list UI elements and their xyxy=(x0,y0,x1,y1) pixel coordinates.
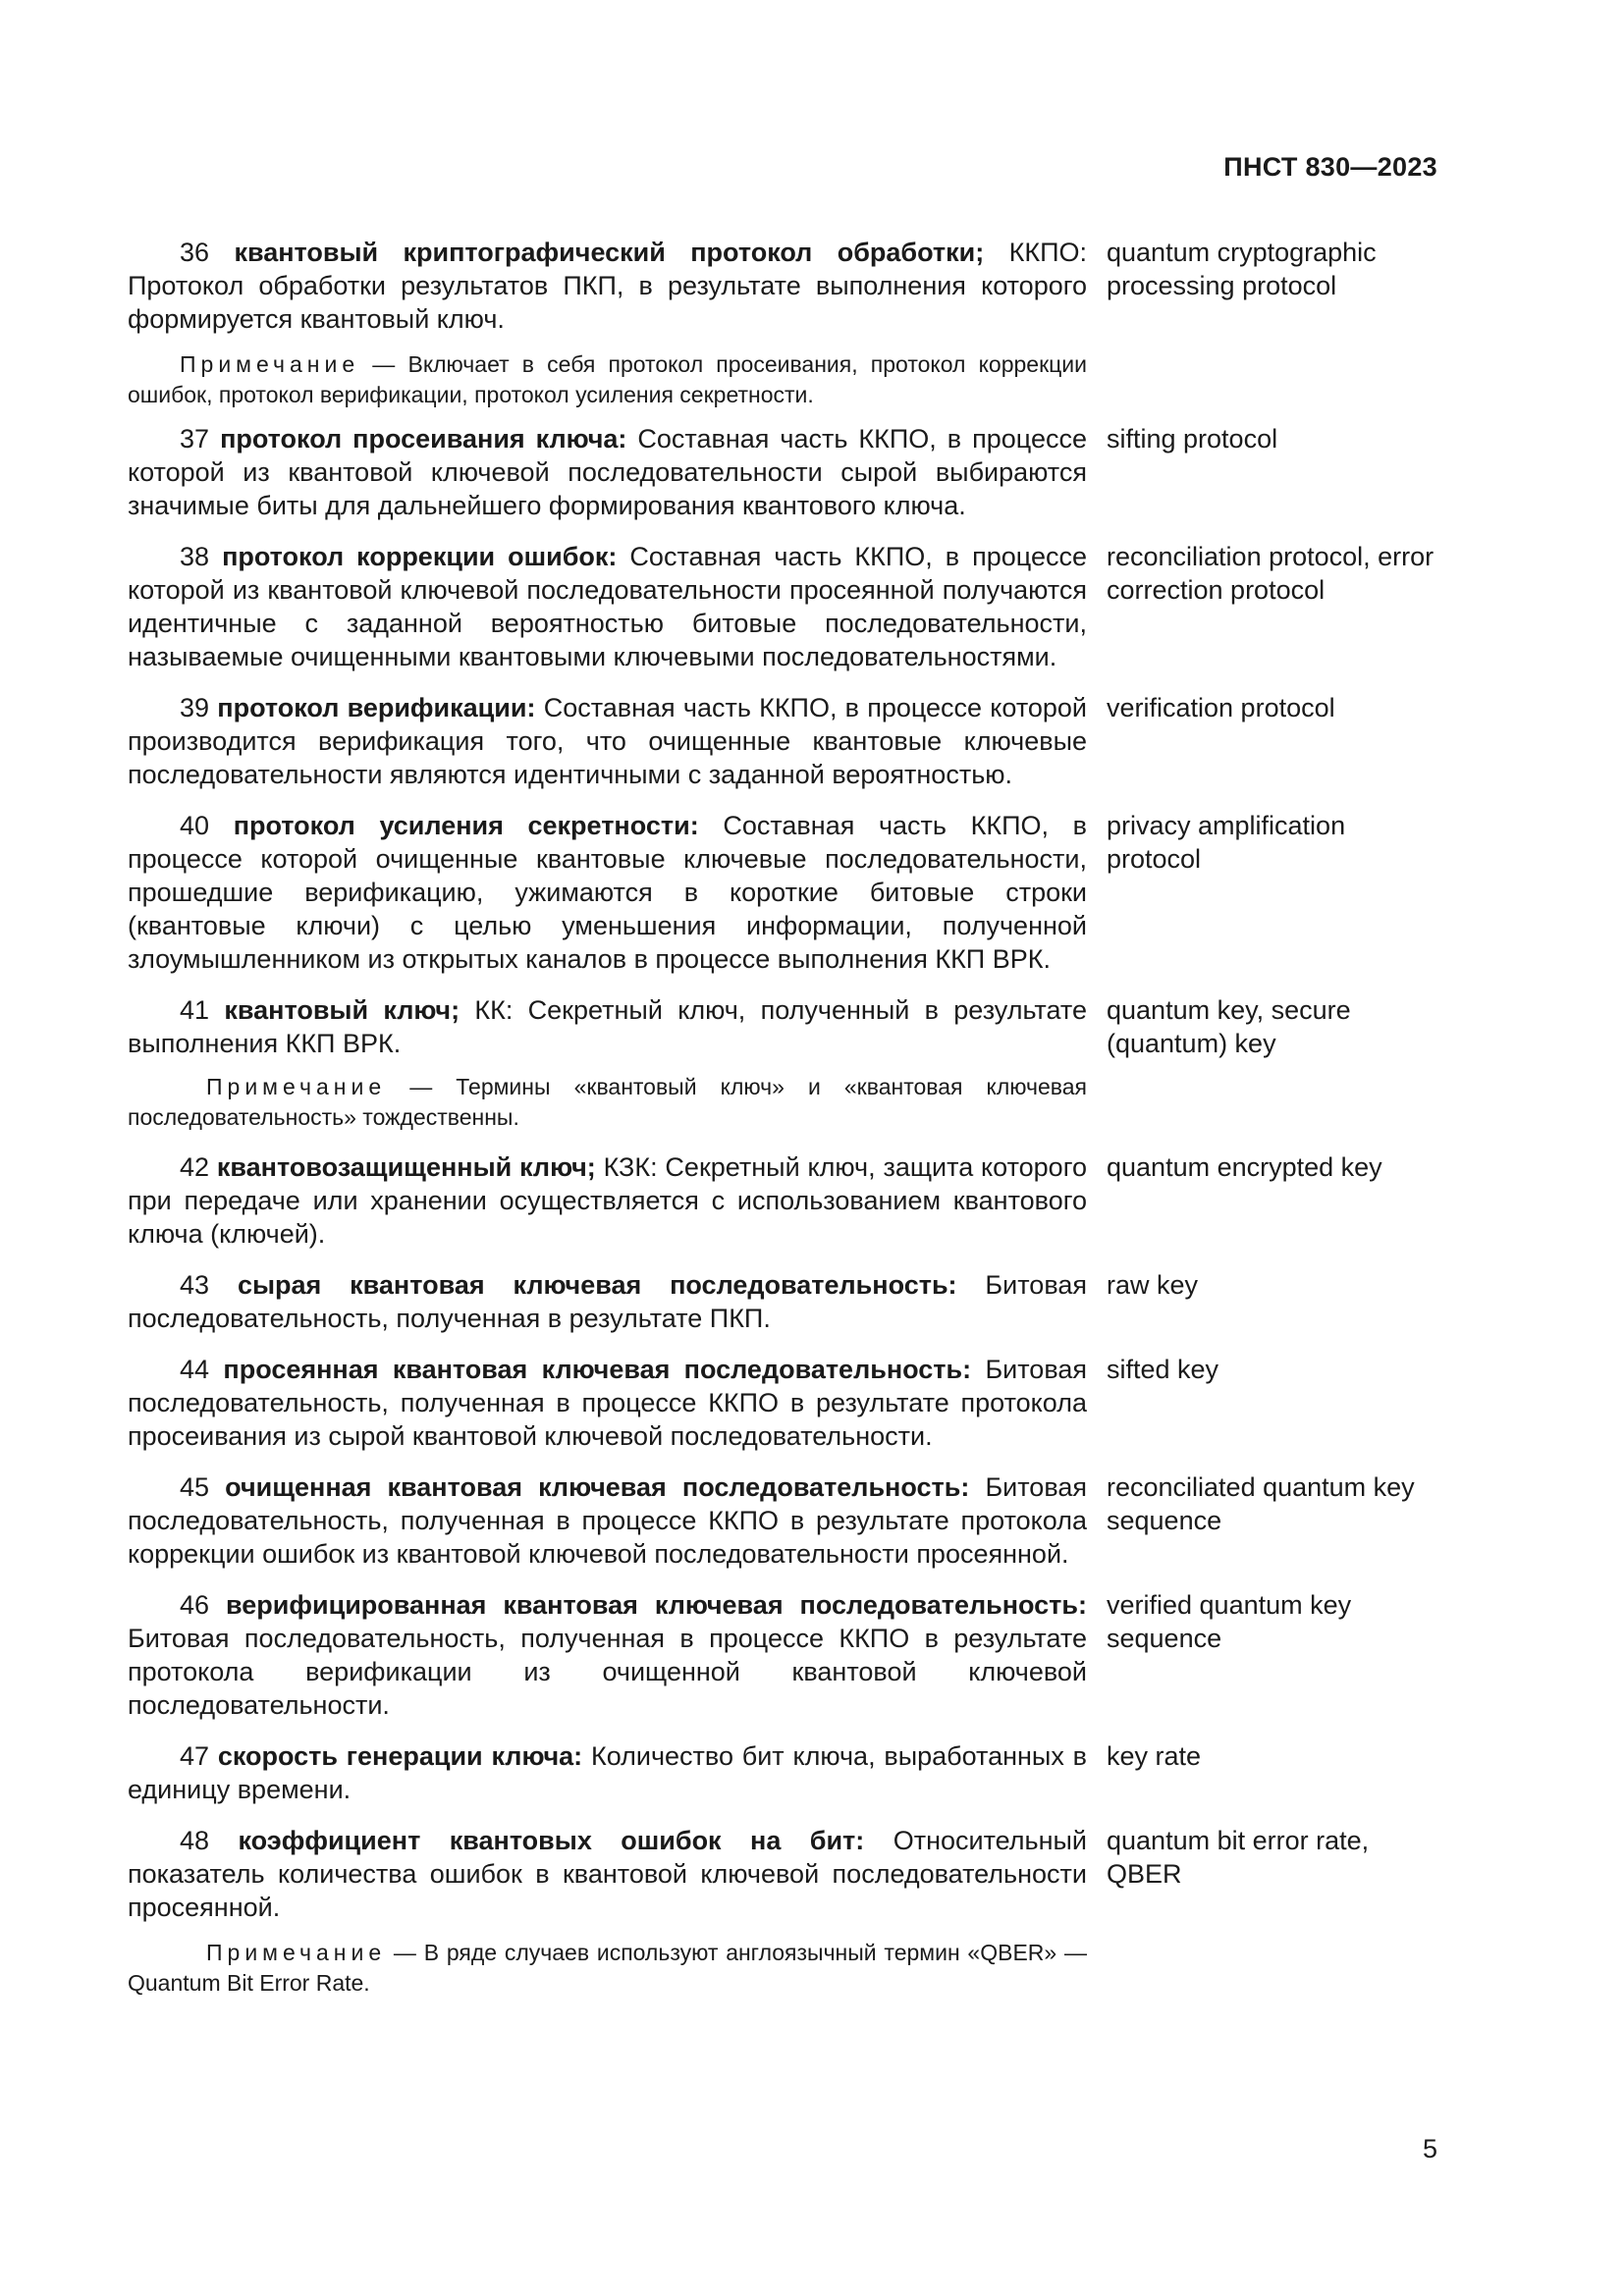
term-definition-36 xyxy=(128,236,1087,336)
term-number: 36 xyxy=(180,238,210,267)
note-text: — Термины «квантовый ключ» и «квантовая ключевая последовательность» тождественны. xyxy=(128,1074,1087,1130)
term-number: 39 xyxy=(180,693,210,722)
term-text: КЗК: Секретный ключ, защита которого при передаче или хранении осуществляется с использованием квантового ключа (ключей). xyxy=(128,1152,1087,1249)
term-number: 45 xyxy=(180,1472,210,1502)
term-english-36: quantum cryptographic processing protocol xyxy=(1107,238,1377,300)
term-english-47: key rate xyxy=(1107,1741,1202,1771)
term-text: Битовая последовательность, полученная в результате ПКП. xyxy=(128,1270,1087,1333)
term-entry-42 xyxy=(128,1150,1443,1251)
term-entry-44 xyxy=(128,1353,1443,1453)
note-36 xyxy=(128,349,1087,410)
term-title: протокол верификации: xyxy=(217,693,536,722)
term-entry-48 xyxy=(128,1824,1443,1924)
note-text: — Включает в себя протокол просеивания, протокол коррекции ошибок, протокол верификации, протокол усиления секретности. xyxy=(128,351,1087,407)
term-text: КК: Секретный ключ, полученный в результате выполнения ККП ВРК. xyxy=(128,995,1087,1058)
term-english-38: reconciliation protocol, error correction protocol xyxy=(1107,542,1435,605)
page-number: 5 xyxy=(1422,2134,1437,2163)
term-number: 41 xyxy=(180,995,210,1025)
term-number: 40 xyxy=(180,811,210,840)
term-title: протокол усиления секретности: xyxy=(233,811,699,840)
term-english-48: quantum bit error rate, QBER xyxy=(1107,1826,1370,1889)
term-entry-43 xyxy=(128,1268,1443,1335)
term-english-39: verification protocol xyxy=(1107,693,1335,722)
term-title: коэффициент квантовых ошибок на бит: xyxy=(238,1826,865,1855)
term-entry-38 xyxy=(128,540,1443,673)
document-code: ПНСТ 830—2023 xyxy=(1223,152,1437,182)
note-label: Примечание xyxy=(206,1940,387,1965)
term-title: протокол коррекции ошибок: xyxy=(222,542,618,571)
term-definition-41 xyxy=(128,993,1087,1060)
term-text: Относительный показатель количества ошибок в квантовой ключевой последовательности просеянной. xyxy=(128,1826,1088,1922)
term-definition-45 xyxy=(128,1470,1087,1571)
term-title: очищенная квантовая ключевая последовательность: xyxy=(225,1472,970,1502)
term-english-37: sifting protocol xyxy=(1107,424,1278,454)
term-title: квантовый ключ; xyxy=(224,995,460,1025)
term-title: протокол просеивания ключа: xyxy=(220,424,627,454)
term-number: 43 xyxy=(180,1270,210,1300)
term-english-45: reconciliated quantum key sequence xyxy=(1107,1472,1415,1535)
term-text: ККПО: Протокол обработки результатов ПКП, в результате выполнения которого формируется квантовый ключ. xyxy=(128,238,1087,334)
term-definition-42 xyxy=(128,1150,1087,1251)
term-definition-40 xyxy=(128,809,1087,976)
term-definition-46 xyxy=(128,1588,1087,1722)
term-entry-41 xyxy=(128,993,1443,1060)
term-text: Составная часть ККПО, в процессе которой производится верификация того, что очищенные квантовые ключевые последовательности являются идентичными с заданной вероятностью. xyxy=(128,693,1088,789)
term-number: 37 xyxy=(180,424,210,454)
term-text: Битовая последовательность, полученная в процессе ККПО в результате протокола коррекции ошибок из квантовой ключевой последовательности просеянной. xyxy=(128,1472,1087,1569)
term-text: Составная часть ККПО, в процессе которой из квантовой ключевой последовательности сырой выбираются значимые биты для дальнейшего формирования квантового ключа. xyxy=(128,424,1087,520)
term-number: 48 xyxy=(180,1826,210,1855)
term-text: Количество бит ключа, выработанных в единицу времени. xyxy=(128,1741,1087,1804)
term-entry-37 xyxy=(128,422,1443,522)
term-english-41: quantum key, secure (quantum) key xyxy=(1107,995,1351,1058)
term-english-43: raw key xyxy=(1107,1270,1199,1300)
term-title: верифицированная квантовая ключевая последовательность: xyxy=(226,1590,1087,1620)
note-label: Примечание xyxy=(206,1074,387,1099)
term-entry-47 xyxy=(128,1739,1443,1806)
term-definition-44 xyxy=(128,1353,1087,1453)
term-definition-48 xyxy=(128,1824,1087,1924)
terms-list xyxy=(128,236,1443,1999)
term-entry-45 xyxy=(128,1470,1443,1571)
term-text: Битовая последовательность, полученная в процессе ККПО в результате протокола просеивания из сырой квантовой ключевой последовательности. xyxy=(128,1355,1087,1451)
term-english-42: quantum encrypted key xyxy=(1107,1152,1382,1182)
term-title: квантовый криптографический протокол обработки; xyxy=(234,238,985,267)
term-text: Составная часть ККПО, в процессе которой очищенные квантовые ключевые последовательности, прошедшие верификацию, ужимаются в короткие битовые строки (квантовые ключи) с целью уменьшения информации, полученной злоумышленником из открытых каналов в процессе выполнения ККП ВРК. xyxy=(128,811,1087,974)
term-entry-46 xyxy=(128,1588,1443,1722)
term-english-44: sifted key xyxy=(1107,1355,1219,1384)
term-number: 38 xyxy=(180,542,210,571)
term-number: 44 xyxy=(180,1355,210,1384)
term-number: 46 xyxy=(180,1590,210,1620)
term-entry-36 xyxy=(128,236,1443,336)
term-title: скорость генерации ключа: xyxy=(217,1741,583,1771)
term-english-40: privacy amplification protocol xyxy=(1107,811,1346,874)
note-text: — В ряде случаев используют англоязычный термин «QBER» — Quantum Bit Error Rate. xyxy=(128,1940,1087,1996)
term-entry-40 xyxy=(128,809,1443,976)
term-title: сырая квантовая ключевая последовательность: xyxy=(237,1270,957,1300)
term-number: 47 xyxy=(180,1741,210,1771)
term-number: 42 xyxy=(180,1152,210,1182)
term-text: Составная часть ККПО, в процессе которой из квантовой ключевой последовательности просеянной получаются идентичные с заданной вероятностью битовые последовательности, называемые очищенными квантовыми ключевыми последовательностями. xyxy=(128,542,1087,671)
note-label: Примечание xyxy=(180,351,360,377)
term-entry-39 xyxy=(128,691,1443,791)
term-definition-37 xyxy=(128,422,1087,522)
term-definition-47 xyxy=(128,1739,1087,1806)
term-definition-43 xyxy=(128,1268,1087,1335)
term-title: просеянная квантовая ключевая последовательность: xyxy=(223,1355,972,1384)
note-41 xyxy=(128,1072,1087,1133)
term-title: квантовозащищенный ключ; xyxy=(216,1152,596,1182)
term-definition-38 xyxy=(128,540,1087,673)
note-48 xyxy=(128,1938,1087,1999)
term-text: Битовая последовательность, полученная в процессе ККПО в результате протокола верификации из очищенной квантовой ключевой последовательности. xyxy=(128,1624,1087,1720)
term-definition-39 xyxy=(128,691,1087,791)
term-english-46: verified quantum key sequence xyxy=(1107,1590,1352,1653)
